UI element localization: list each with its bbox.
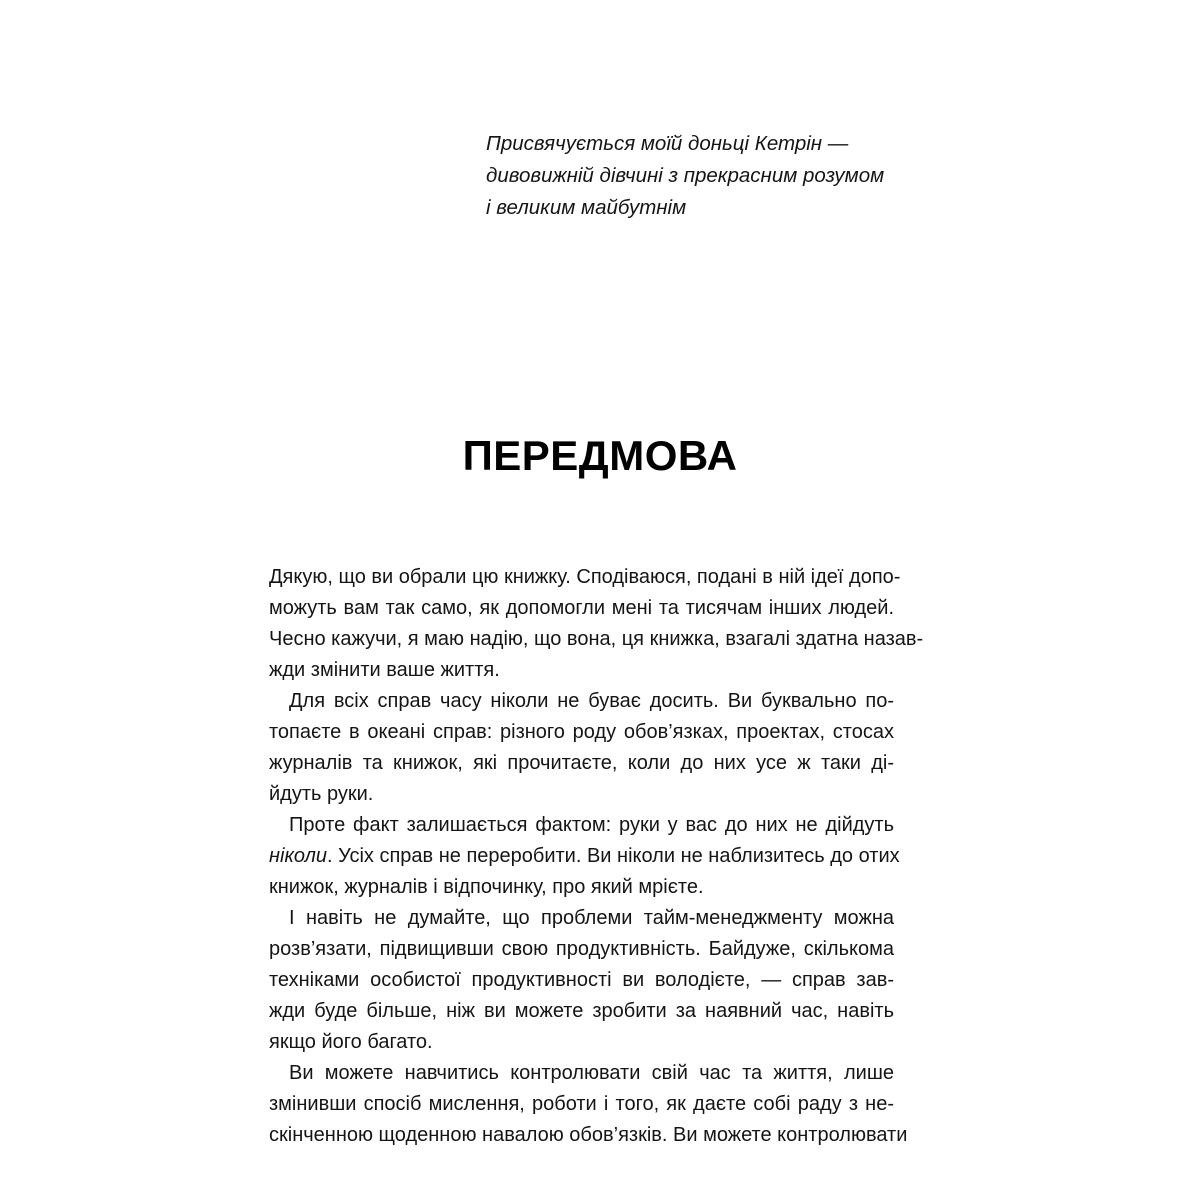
paragraph-line: йдуть руки. [269, 783, 374, 805]
paragraph-line: розв’язати, підвищивши свою продуктивність. Байдуже, скількома [269, 938, 894, 960]
paragraph-line: техніками особистої продуктивності ви володієте, — справ зав- [269, 969, 894, 991]
dedication-line: і великим майбутнім [486, 196, 687, 219]
paragraph-line: жди змінити ваше життя. [269, 659, 500, 681]
paragraph-line-rest: . Усіх справ не переробити. Ви ніколи не наблизитесь до отих [326, 845, 900, 867]
paragraph-line: змінивши спосіб мислення, роботи і того, як даєте собі раду з не- [269, 1093, 894, 1115]
paragraph-line: книжок, журналів і відпочинку, про який мрієте. [269, 876, 704, 898]
emphasis-word: ніколи [269, 845, 327, 867]
paragraph-line [269, 841, 900, 872]
paragraph-line: якщо його багато. [269, 1031, 433, 1053]
body-text [269, 562, 924, 1151]
paragraph-line: Дякую, що ви обрали цю книжку. Сподіваюся, подані в ній ідеї допо- [269, 566, 901, 588]
paragraph-line: скінченною щоденною навалою обов’язків. Ви можете контролювати [269, 1124, 908, 1146]
paragraph-line: І навіть не думайте, що проблеми тайм-менеджменту можна [289, 907, 894, 929]
dedication [486, 128, 906, 224]
dedication-line: Присвячується моїй доньці Кетрін — [486, 132, 849, 155]
dedication-line: дивовижній дівчині з прекрасним розумом [486, 164, 885, 187]
paragraph-line: Ви можете навчитись контролювати свій час та життя, лише [289, 1062, 894, 1084]
paragraph-line: жди буде більше, ніж ви можете зробити за наявний час, навіть [269, 1000, 894, 1022]
paragraph-line: можуть вам так само, як допомогли мені та тисячам інших людей. [269, 597, 894, 619]
paragraph-line: Проте факт залишається фактом: руки у вас до них не дійдуть [289, 814, 894, 836]
paragraph-line: журналів та книжок, які прочитаєте, коли до них усе ж таки ді- [269, 752, 894, 774]
paragraph-line: Чесно кажучи, я маю надію, що вона, ця книжка, взагалі здатна назав- [269, 628, 924, 650]
paragraph-line: топаєте в океані справ: різного роду обов’язках, проектах, стосах [269, 721, 894, 743]
paragraph-line: Для всіх справ часу ніколи не буває досить. Ви буквально по- [289, 690, 894, 712]
chapter-heading: ПЕРЕДМОВА [462, 432, 738, 479]
